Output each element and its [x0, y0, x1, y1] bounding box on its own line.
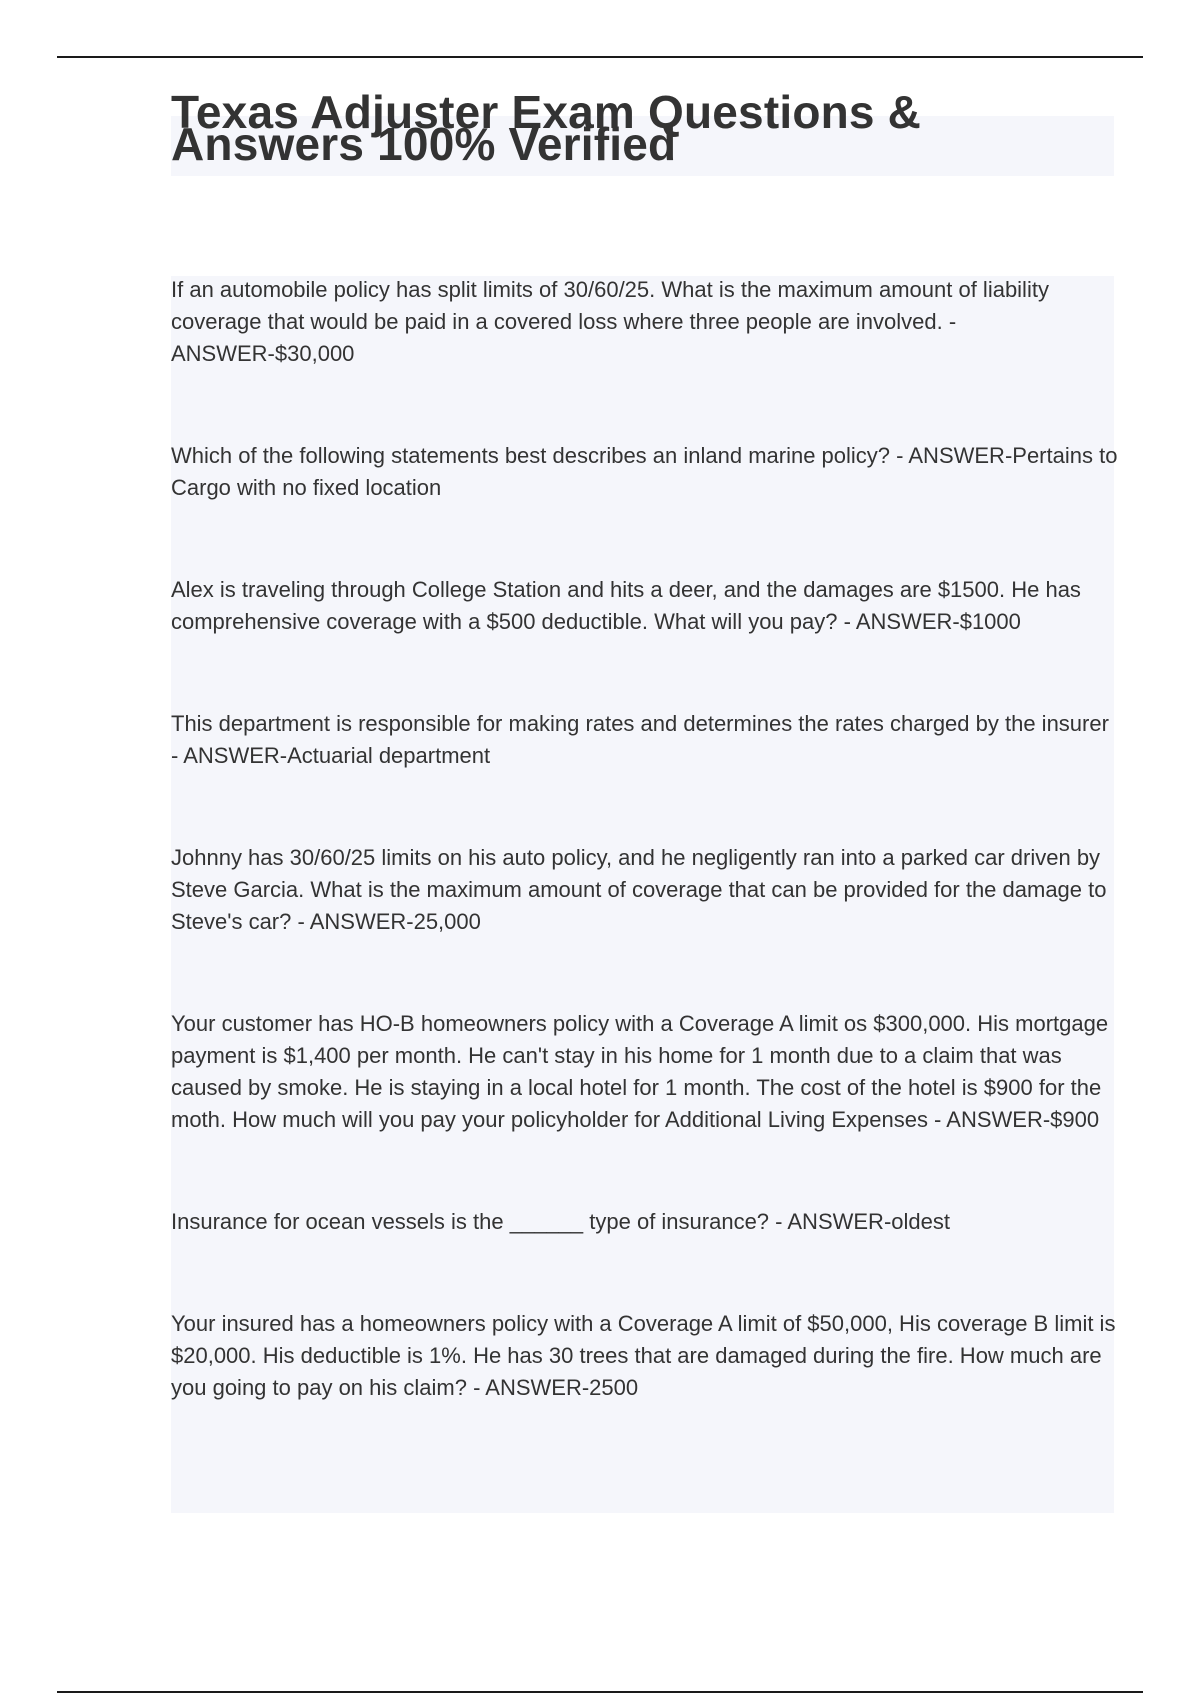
top-rule — [57, 56, 1143, 58]
qa-item: This department is responsible for making rates and determines the rates charged by the insurer - ANSWER-Actuarial department — [171, 711, 1109, 768]
qa-item: Your insured has a homeowners policy with a Coverage A limit of $50,000, His coverage B limit is $20,000. His deductible is 1%. He has 30 trees that are damaged during the fire. How much are you going to pay on his claim? - ANSWER-2500 — [171, 1311, 1116, 1400]
bottom-rule — [57, 1691, 1143, 1693]
qa-item: Johnny has 30/60/25 limits on his auto policy, and he negligently ran into a parked car driven by Steve Garcia. What is the maximum amount of coverage that can be provided for the damage to Steve's car? - ANSWER-25,000 — [171, 845, 1107, 934]
qa-item: If an automobile policy has split limits of 30/60/25. What is the maximum amount of liability coverage that would be paid in a covered loss where three people are involved. - ANSWER-$30,000 — [171, 277, 1049, 366]
document-title: Texas Adjuster Exam Questions & Answers 100% Verified — [171, 86, 922, 170]
qa-item: Your customer has HO-B homeowners policy with a Coverage A limit os $300,000. His mortgage payment is $1,400 per month. He can't stay in his home for 1 month due to a claim that was caused by smoke. He is staying in a local hotel for 1 month. The cost of the hotel is $900 for the moth. How much will you pay your policyholder for Additional Living Expenses - ANSWER-$900 — [171, 1011, 1109, 1132]
qa-item: Which of the following statements best describes an inland marine policy? - ANSWER-Pertains to Cargo with no fixed location — [171, 443, 1118, 500]
qa-item: Insurance for ocean vessels is the ______ type of insurance? - ANSWER-oldest — [171, 1209, 950, 1234]
qa-item: Alex is traveling through College Station and hits a deer, and the damages are $1500. He has comprehensive coverage with a $500 deductible. What will you pay? - ANSWER-$1000 — [171, 577, 1081, 634]
qa-list — [171, 274, 1121, 1404]
